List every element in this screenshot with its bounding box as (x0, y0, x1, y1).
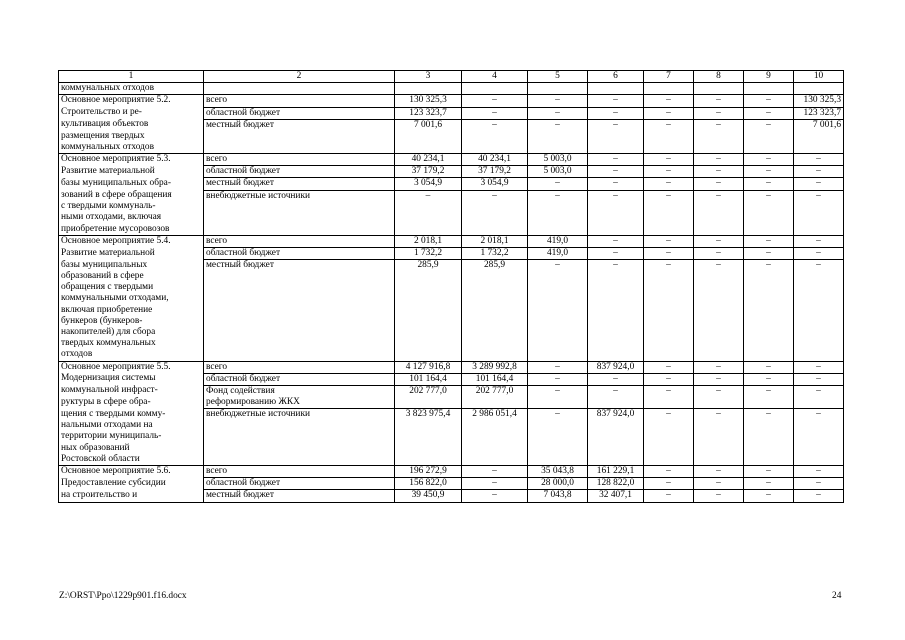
amount-cell: 128 822,0 (588, 478, 644, 490)
empty-value-cell: – (744, 490, 794, 502)
amount-cell: 837 924,0 (588, 409, 644, 466)
empty-value-cell: – (694, 119, 744, 153)
empty-value-cell: – (588, 235, 644, 247)
empty-value-cell: – (694, 248, 744, 260)
amount-cell: 202 777,0 (395, 385, 462, 408)
empty-value-cell: – (744, 478, 794, 490)
continuation-text: коммунальных отходов (59, 83, 204, 95)
empty-value-cell: – (744, 248, 794, 260)
header-cell: 5 (528, 71, 588, 83)
funding-source-line: областной бюджет (206, 373, 281, 384)
empty-value-cell: – (744, 260, 794, 361)
amount-cell: 101 164,4 (395, 373, 462, 385)
table-row (59, 490, 844, 502)
activity-description-cell (59, 95, 204, 107)
activity-description-cell (59, 385, 204, 408)
funding-source-cell (204, 119, 395, 153)
activity-line: обращения с твердыми (61, 282, 154, 293)
funding-source-line: всего (206, 153, 228, 164)
empty-value-cell: – (588, 153, 644, 165)
activity-line: Основное мероприятие 5.3. (61, 153, 171, 164)
empty-cell (744, 83, 794, 95)
activity-line: отходов (61, 349, 93, 360)
header-cell: 2 (204, 71, 395, 83)
activity-description-cell (59, 153, 204, 165)
funding-source-line: Фонд содействия (206, 385, 275, 396)
activity-line: бункеров (бункеров- (61, 315, 143, 326)
activity-description-cell (59, 248, 204, 260)
table-row (59, 166, 844, 178)
activity-description-cell (59, 260, 204, 361)
empty-value-cell: – (644, 153, 694, 165)
amount-cell: 123 323,7 (395, 107, 462, 119)
empty-value-cell: – (744, 235, 794, 247)
activity-line: Строительство и ре- (61, 107, 142, 118)
empty-value-cell: – (694, 465, 744, 477)
amount-cell: 837 924,0 (588, 361, 644, 373)
funding-source-line: областной бюджет (206, 107, 281, 118)
empty-value-cell: – (694, 409, 744, 466)
empty-value-cell: – (694, 190, 744, 235)
amount-cell: 7 043,8 (528, 490, 588, 502)
empty-value-cell: – (644, 465, 694, 477)
empty-value-cell: – (694, 373, 744, 385)
empty-value-cell: – (794, 235, 844, 247)
empty-value-cell: – (794, 490, 844, 502)
amount-cell: 161 229,1 (588, 465, 644, 477)
amount-cell: 40 234,1 (395, 153, 462, 165)
empty-value-cell: – (588, 373, 644, 385)
table-row (59, 107, 844, 119)
amount-cell: 2 018,1 (462, 235, 528, 247)
empty-value-cell: – (794, 361, 844, 373)
empty-value-cell: – (644, 385, 694, 408)
empty-value-cell: – (694, 178, 744, 190)
funding-source-cell (204, 409, 395, 466)
table-row (59, 178, 844, 190)
activity-description-cell (59, 235, 204, 247)
header-cell: 7 (644, 71, 694, 83)
empty-value-cell: – (528, 190, 588, 235)
amount-cell: 7 001,6 (794, 119, 844, 153)
funding-source-cell (204, 478, 395, 490)
activity-line: включая приобретение (61, 304, 153, 315)
amount-cell: 1 732,2 (462, 248, 528, 260)
activity-line: ными отходами, включая (61, 212, 162, 223)
funding-source-cell (204, 248, 395, 260)
activity-line: Основное мероприятие 5.6. (61, 465, 171, 476)
funding-source-line: внебюджетные источники (206, 409, 311, 420)
empty-value-cell: – (744, 373, 794, 385)
activity-line: коммунальных отходов (61, 141, 154, 152)
table-row (59, 95, 844, 107)
activity-line: Развитие материальной (61, 247, 155, 258)
empty-value-cell: – (694, 478, 744, 490)
activity-line: на строительство и (61, 489, 138, 500)
empty-cell (395, 83, 462, 95)
activity-line: щения с твердыми комму- (61, 408, 166, 419)
funding-source-cell (204, 490, 395, 502)
amount-cell: 40 234,1 (462, 153, 528, 165)
amount-cell: 5 003,0 (528, 166, 588, 178)
empty-value-cell: – (694, 361, 744, 373)
empty-value-cell: – (462, 190, 528, 235)
empty-value-cell: – (588, 166, 644, 178)
funding-source-line: всего (206, 465, 228, 476)
empty-value-cell: – (588, 95, 644, 107)
amount-cell: 5 003,0 (528, 153, 588, 165)
activity-line: зований в сфере обращения (61, 190, 172, 201)
activity-description-cell (59, 361, 204, 373)
header-cell: 8 (694, 71, 744, 83)
amount-cell: 2 018,1 (395, 235, 462, 247)
table-row (59, 465, 844, 477)
header-cell: 3 (395, 71, 462, 83)
amount-cell: 419,0 (528, 248, 588, 260)
funding-source-cell (204, 373, 395, 385)
funding-source-cell (204, 153, 395, 165)
empty-value-cell: – (644, 235, 694, 247)
table-row (59, 478, 844, 490)
empty-value-cell: – (588, 178, 644, 190)
empty-cell (528, 83, 588, 95)
amount-cell: 32 407,1 (588, 490, 644, 502)
empty-value-cell: – (528, 119, 588, 153)
amount-cell: 101 164,4 (462, 373, 528, 385)
footer-file-path: Z:\ORST\Ppo\1229p901.f16.docx (59, 591, 187, 601)
activity-description-cell (59, 107, 204, 119)
table-row (59, 190, 844, 235)
amount-cell: 39 450,9 (395, 490, 462, 502)
empty-value-cell: – (794, 248, 844, 260)
activity-line: нальными отходами на (61, 420, 153, 431)
empty-value-cell: – (588, 248, 644, 260)
empty-value-cell: – (744, 95, 794, 107)
amount-cell: 35 043,8 (528, 465, 588, 477)
empty-value-cell: – (528, 178, 588, 190)
empty-value-cell: – (462, 465, 528, 477)
empty-value-cell: – (744, 385, 794, 408)
activity-line: Ростовской области (61, 453, 140, 464)
table-row (59, 248, 844, 260)
empty-value-cell: – (794, 478, 844, 490)
empty-value-cell: – (644, 119, 694, 153)
amount-cell: 28 000,0 (528, 478, 588, 490)
header-cell: 9 (744, 71, 794, 83)
funding-source-line: местный бюджет (206, 490, 274, 501)
activity-description-cell (59, 190, 204, 235)
empty-value-cell: – (588, 119, 644, 153)
activity-line: Модернизация системы (61, 373, 156, 384)
activity-description-cell (59, 490, 204, 502)
empty-value-cell: – (744, 465, 794, 477)
activity-line: базы муниципальных обра- (61, 177, 171, 188)
empty-value-cell: – (794, 373, 844, 385)
empty-value-cell: – (644, 490, 694, 502)
empty-value-cell: – (694, 235, 744, 247)
empty-value-cell: – (588, 260, 644, 361)
funding-source-cell (204, 235, 395, 247)
funding-source-cell (204, 465, 395, 477)
amount-cell: 123 323,7 (794, 107, 844, 119)
activity-line: образований в сфере (61, 270, 144, 281)
amount-cell: 37 179,2 (462, 166, 528, 178)
empty-value-cell: – (462, 490, 528, 502)
activity-line: коммунальными отходами, (61, 293, 169, 304)
activity-line: Основное мероприятие 5.2. (61, 95, 171, 106)
funding-source-line: местный бюджет (206, 260, 274, 271)
empty-value-cell: – (744, 166, 794, 178)
empty-value-cell: – (528, 95, 588, 107)
amount-cell: 3 054,9 (462, 178, 528, 190)
activity-line: с твердыми коммуналь- (61, 201, 156, 212)
empty-value-cell: – (794, 178, 844, 190)
amount-cell: 130 325,3 (794, 95, 844, 107)
empty-value-cell: – (794, 153, 844, 165)
empty-value-cell: – (794, 260, 844, 361)
funding-source-cell (204, 190, 395, 235)
empty-value-cell: – (644, 178, 694, 190)
amount-cell: 196 272,9 (395, 465, 462, 477)
table-row (59, 361, 844, 373)
activity-line: Основное мероприятие 5.5. (61, 361, 171, 372)
empty-value-cell: – (644, 190, 694, 235)
activity-description-cell (59, 119, 204, 153)
funding-source-line: областной бюджет (206, 166, 281, 177)
empty-value-cell: – (644, 373, 694, 385)
table-row (59, 385, 844, 408)
empty-value-cell: – (462, 119, 528, 153)
continuation-row (59, 83, 844, 95)
amount-cell: 4 127 916,8 (395, 361, 462, 373)
empty-value-cell: – (462, 107, 528, 119)
empty-value-cell: – (588, 190, 644, 235)
empty-value-cell: – (528, 409, 588, 466)
header-cell: 10 (794, 71, 844, 83)
funding-source-cell (204, 385, 395, 408)
activity-description-cell (59, 409, 204, 466)
empty-value-cell: – (694, 153, 744, 165)
amount-cell: 130 325,3 (395, 95, 462, 107)
funding-source-cell (204, 95, 395, 107)
funding-source-line: всего (206, 235, 228, 246)
table-row (59, 260, 844, 361)
amount-cell: 2 986 051,4 (462, 409, 528, 466)
empty-value-cell: – (644, 478, 694, 490)
empty-value-cell: – (644, 260, 694, 361)
empty-value-cell: – (528, 260, 588, 361)
table-row (59, 409, 844, 466)
empty-value-cell: – (744, 361, 794, 373)
activity-line: территории муниципаль- (61, 431, 162, 442)
empty-value-cell: – (794, 190, 844, 235)
activity-line: коммунальной инфраст- (61, 385, 158, 396)
activity-line: ных образований (61, 442, 130, 453)
table-row (59, 235, 844, 247)
empty-value-cell: – (528, 107, 588, 119)
empty-value-cell: – (744, 119, 794, 153)
activity-description-cell (59, 166, 204, 178)
empty-value-cell: – (694, 107, 744, 119)
activity-line: размещения твердых (61, 130, 145, 141)
header-cell: 4 (462, 71, 528, 83)
empty-value-cell: – (588, 385, 644, 408)
amount-cell: 37 179,2 (395, 166, 462, 178)
activity-line: базы муниципальных (61, 259, 148, 270)
empty-cell (644, 83, 694, 95)
activity-line: накопителей) для сбора (61, 326, 156, 337)
empty-value-cell: – (694, 166, 744, 178)
amount-cell: 202 777,0 (462, 385, 528, 408)
activity-line: приобретение мусоровозов (61, 223, 170, 234)
activity-line: Основное мероприятие 5.4. (61, 235, 171, 246)
funding-source-line: местный бюджет (206, 119, 274, 130)
empty-value-cell: – (744, 107, 794, 119)
funding-source-line: внебюджетные источники (206, 190, 311, 201)
amount-cell: 1 732,2 (395, 248, 462, 260)
empty-value-cell: – (794, 385, 844, 408)
funding-source-line: всего (206, 95, 228, 106)
table-row (59, 153, 844, 165)
empty-value-cell: – (694, 260, 744, 361)
funding-source-cell (204, 107, 395, 119)
empty-value-cell: – (644, 95, 694, 107)
empty-cell (794, 83, 844, 95)
amount-cell: 3 823 975,4 (395, 409, 462, 466)
funding-source-line: областной бюджет (206, 478, 281, 489)
funding-source-cell (204, 178, 395, 190)
header-row (59, 71, 844, 83)
amount-cell: 3 054,9 (395, 178, 462, 190)
header-cell: 1 (59, 71, 204, 83)
activity-line: Развитие материальной (61, 165, 155, 176)
empty-cell (204, 83, 395, 95)
funding-source-line: областной бюджет (206, 248, 281, 259)
empty-value-cell: – (528, 373, 588, 385)
amount-cell: 419,0 (528, 235, 588, 247)
empty-value-cell: – (794, 409, 844, 466)
empty-value-cell: – (528, 385, 588, 408)
activity-line: Предоставление субсидии (61, 477, 166, 488)
activity-line: культивация объектов (61, 119, 149, 130)
empty-value-cell: – (694, 385, 744, 408)
activity-line: руктуры в сфере обра- (61, 396, 151, 407)
empty-value-cell: – (744, 178, 794, 190)
empty-value-cell: – (644, 166, 694, 178)
activity-description-cell (59, 478, 204, 490)
amount-cell: 285,9 (395, 260, 462, 361)
empty-value-cell: – (395, 190, 462, 235)
empty-value-cell: – (694, 490, 744, 502)
empty-value-cell: – (644, 248, 694, 260)
empty-value-cell: – (462, 95, 528, 107)
activity-description-cell (59, 373, 204, 385)
amount-cell: 7 001,6 (395, 119, 462, 153)
activity-description-cell (59, 178, 204, 190)
header-cell: 6 (588, 71, 644, 83)
page-number: 24 (832, 591, 842, 601)
empty-value-cell: – (644, 107, 694, 119)
empty-cell (588, 83, 644, 95)
empty-cell (694, 83, 744, 95)
funding-source-cell (204, 166, 395, 178)
funding-source-line: всего (206, 361, 228, 372)
empty-value-cell: – (744, 190, 794, 235)
empty-value-cell: – (644, 409, 694, 466)
amount-cell: 285,9 (462, 260, 528, 361)
empty-value-cell: – (462, 478, 528, 490)
funding-source-cell (204, 361, 395, 373)
empty-value-cell: – (744, 153, 794, 165)
empty-value-cell: – (794, 465, 844, 477)
activity-description-cell (59, 465, 204, 477)
table-body (59, 71, 844, 503)
amount-cell: 3 289 992,8 (462, 361, 528, 373)
funding-source-cell (204, 260, 395, 361)
funding-source-line: местный бюджет (206, 178, 274, 189)
empty-value-cell: – (588, 107, 644, 119)
funding-source-line: реформированию ЖКХ (206, 397, 300, 408)
empty-value-cell: – (644, 361, 694, 373)
empty-value-cell: – (794, 166, 844, 178)
table-row (59, 373, 844, 385)
table-row (59, 119, 844, 153)
financing-table (58, 70, 844, 503)
empty-value-cell: – (528, 361, 588, 373)
empty-value-cell: – (744, 409, 794, 466)
empty-cell (462, 83, 528, 95)
activity-line: твердых коммунальных (61, 338, 156, 349)
empty-value-cell: – (694, 95, 744, 107)
amount-cell: 156 822,0 (395, 478, 462, 490)
